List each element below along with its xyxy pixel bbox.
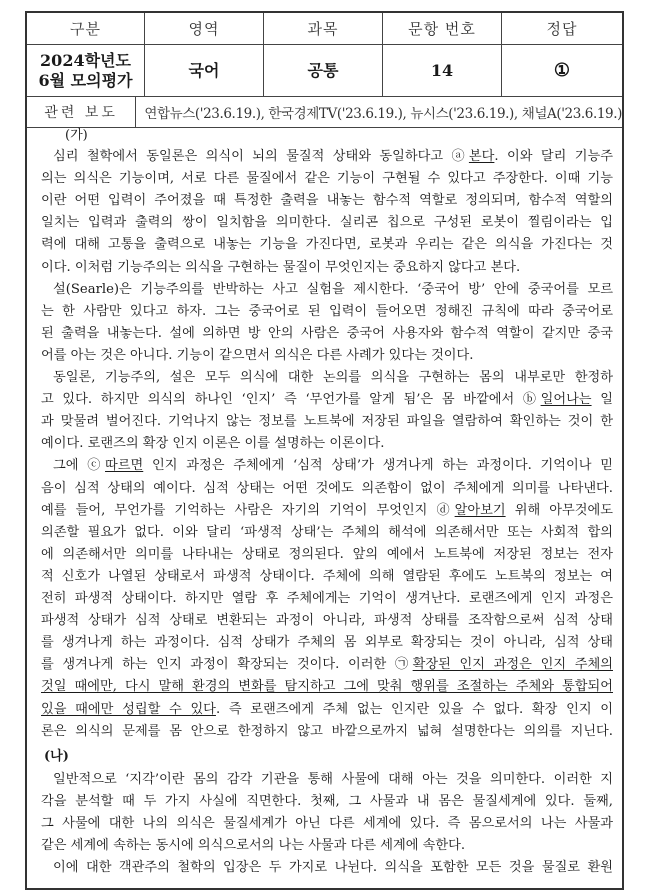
exam-name [27, 45, 145, 96]
passage-line [41, 325, 613, 343]
table-data-row [27, 45, 622, 97]
passage-line [41, 678, 613, 696]
text-segment: 예를 들어, 무언가를 기억하는 사람은 자기의 기억이 무엇인지 ⓓ [41, 502, 455, 518]
passage-line [41, 590, 613, 608]
passage-line [41, 413, 613, 431]
passage-body [27, 128, 622, 888]
passage-line [53, 281, 613, 299]
section-a-label: (가) [65, 128, 88, 143]
answer-value: ① [553, 59, 571, 81]
text-segment: 전히 파생적 상태이다. 하지만 열람 후 주체에게는 기억이 생겨난다. 로랜즈에게 인지 과정은 [41, 591, 613, 606]
exam-year: 2024학년도 [40, 50, 131, 70]
section-b-label: (나) [44, 749, 69, 764]
passage-line [41, 214, 613, 232]
col-category: 구분 [27, 13, 145, 44]
passage-line [53, 771, 613, 789]
text-segment: . 즉 로랜즈에게 주체 없는 인지란 있을 수 없다. 확장 인지 이 [215, 701, 613, 717]
text-segment: 동일론, 기능주의, 설은 모두 의식에 대한 논의를 의식을 구현하는 몸의 내부로만 한정하 [53, 370, 613, 385]
text-segment: 파생적 상태가 심적 상태로 변환되는 과정이 아니라, 파생적 상태를 조작함으로써 심적 상태 [41, 613, 613, 629]
related-news-label: 관련 보도 [27, 97, 136, 127]
exam-type: 6월 모의평가 [38, 70, 133, 90]
passage-line [53, 369, 613, 387]
passage-line [53, 148, 613, 166]
passage-line [41, 170, 613, 188]
text-segment: 일반적으로 ‘지각’이란 몸의 감각 기관을 통해 사물에 대해 아는 것을 의미한다. 이러한 지 [53, 772, 613, 787]
passage-line [41, 435, 613, 453]
underlined-text: 따르면 [105, 458, 144, 474]
text-segment: 력에 대해 고통을 출력으로 내놓는 기능을 가진다면, 로봇과 우리는 같은 의식을 가진다는 것 [41, 237, 613, 253]
passage-line [41, 236, 613, 254]
passage-line [41, 837, 613, 855]
text-segment: 에 의존해서만 의미를 나타내는 상태로 정의된다. 앞의 예에서 노트북에 저장된 정보는 전자 [41, 546, 613, 562]
underlined-text: 알아보기 [454, 502, 506, 518]
underlined-text: 것일 때에만, 다시 말해 환경의 변화를 탐지하고 그에 맞춰 행위를 조절하는 주체와 통합되어 [41, 679, 613, 695]
text-segment: 어를 아는 것은 아니다. 기능이 같으면서 의식은 다른 사례가 있다는 것이다. [41, 347, 474, 363]
text-segment: 는 한 사람만 있다고 하자. 그는 중국어로 된 입력이 들어오면 정해진 규칙에 따라 중국어로 [41, 303, 613, 319]
col-answer: 정답 [546, 20, 578, 38]
text-segment: 론은 의식의 문제를 몸 안으로 한정하지 않고 바깥으로까지 넓혀 설명한다는 의의를 지닌다. [41, 723, 613, 739]
col-area: 영역 [145, 13, 264, 44]
text-segment: 이다. 이처럼 기능주의는 의식을 구현하는 물질이 무엇인지는 중요하지 않다고 본다. [41, 259, 521, 275]
text-segment: 를 생겨나게 하는 과정이다. 심적 상태가 주체의 몸 외부로 확장되는 것이 아니라, 심적 상태 [41, 635, 613, 651]
text-segment: 의는 의식은 기능이며, 서로 다른 물질에서 같은 기능이 구현될 수 있다고 주장한다. 이때 기능 [41, 171, 613, 187]
text-segment: 각을 분석할 때 두 가지 사실에 직면한다. 첫째, 그 사물과 내 몸은 물질세계에 있다. 둘째, [41, 794, 613, 810]
text-segment: 적 신호가 나열된 상태로서 파생적 상태이다. 주체에 의해 열람된 후에도 노트북의 정보는 여 [41, 568, 613, 584]
passage-line [53, 457, 613, 475]
passage-line [41, 793, 613, 811]
text-segment: 그 사물에 대한 나의 의식은 물질세계가 아닌 다른 세계에 있다. 즉 몸으로서의 나는 사물과 [41, 816, 613, 832]
text-segment: 된 출력을 내놓는다. 설에 의하면 방 안의 사람은 중국어 사용자와 함수적 역할이 같지만 중국 [41, 325, 613, 341]
underlined-text: 본다 [468, 149, 495, 164]
col-question-number: 문항 번호 [383, 13, 502, 44]
passage-line [41, 259, 613, 277]
text-segment: 이에 대한 객관주의 철학의 입장은 두 가지로 나뉜다. 의식을 포함한 모든 것을 물질로 환원 [53, 860, 613, 876]
subject-value: 공통 [264, 45, 383, 96]
underlined-text: 있을 때에만 성립할 수 있다 [41, 701, 216, 717]
text-segment: 심리 철학에서 동일론은 의식이 뇌의 물질적 상태와 동일하다고 ⓐ [53, 149, 469, 164]
text-segment: 일 [591, 392, 613, 408]
passage-line [41, 502, 613, 520]
table-header-row [27, 13, 622, 45]
passage-line [41, 524, 613, 542]
text-segment: 음이 심적 상태의 예이다. 심적 상태는 어떤 것에도 의존함이 없이 주체에게 의미를 나타낸다. [41, 480, 613, 496]
text-segment: 를 생겨나게 하는 인지 과정이 확장되는 것이다. 이러한 ㉠ [41, 657, 413, 673]
passage-line [41, 192, 613, 210]
text-segment: 인지 과정은 주체에게 ‘심적 상태’가 생겨나게 하는 과정이다. 기억이나 믿 [143, 458, 613, 474]
related-news-row [27, 97, 622, 128]
text-segment: 과 맞물려 벌어진다. 기억나지 않는 정보를 노트북에 저장된 파일을 열람하여 확인하는 것이 한 [41, 414, 613, 430]
passage-line [41, 480, 613, 498]
area-value: 국어 [145, 45, 264, 96]
passage-line [41, 815, 613, 833]
related-news-list: 연합뉴스('23.6.19.), 한국경제TV('23.6.19.), 뉴시스('23.6.19.), 채널A('23.6.19.) [144, 106, 622, 122]
text-segment: 이란 어떤 입력이 주어졌을 때 특정한 출력을 내놓는 함수적 역할로 정의되며, 함수적 역할의 [41, 193, 613, 209]
passage-line [41, 391, 613, 409]
passage-line [41, 612, 613, 630]
text-segment: 일치는 입력과 출력의 쌍이 일치함을 의미한다. 실리콘 칩으로 구성된 로봇이 찔림이라는 입 [41, 215, 613, 231]
text-segment: 예이다. 로랜즈의 확장 인지 이론은 이를 설명하는 이론이다. [41, 436, 385, 452]
passage-line [41, 701, 613, 719]
passage-line [41, 546, 613, 564]
text-segment: 위해 아무것에도 [505, 502, 613, 518]
passage-line [41, 568, 613, 586]
exam-info-table [25, 11, 624, 890]
text-segment: 그에 ⓒ [53, 458, 106, 474]
col-subject: 과목 [264, 13, 383, 44]
text-segment: 설(Searle)은 기능주의를 반박하는 사고 실험을 제시한다. ‘중국어 방’ 안에 중국어를 모르 [53, 281, 613, 297]
passage-line [53, 859, 613, 877]
passage-line [41, 347, 613, 365]
passage-line [41, 303, 613, 321]
text-segment: 고 있다. 하지만 의식의 하나인 ‘인지’ 즉 ‘무언가를 알게 됨’은 몸 바깥에서 ⓑ [41, 392, 541, 408]
passage-line [41, 723, 613, 741]
passage-line [41, 634, 613, 652]
underlined-text: 확장된 인지 과정은 인지 주체의 [412, 657, 613, 673]
passage-line [41, 656, 613, 674]
text-segment: 의존할 필요가 없다. 이와 달리 ‘파생적 상태’는 주체의 해석에 의존해서만 또는 사회적 합의 [41, 524, 613, 540]
question-number-value: 14 [383, 45, 502, 96]
underlined-text: 일어나는 [540, 392, 592, 408]
text-segment: . 이와 달리 기능주 [494, 149, 613, 164]
text-segment: 같은 세계에 속하는 동시에 의식으로서의 나는 사물과 다른 세계에 속한다. [41, 838, 466, 854]
